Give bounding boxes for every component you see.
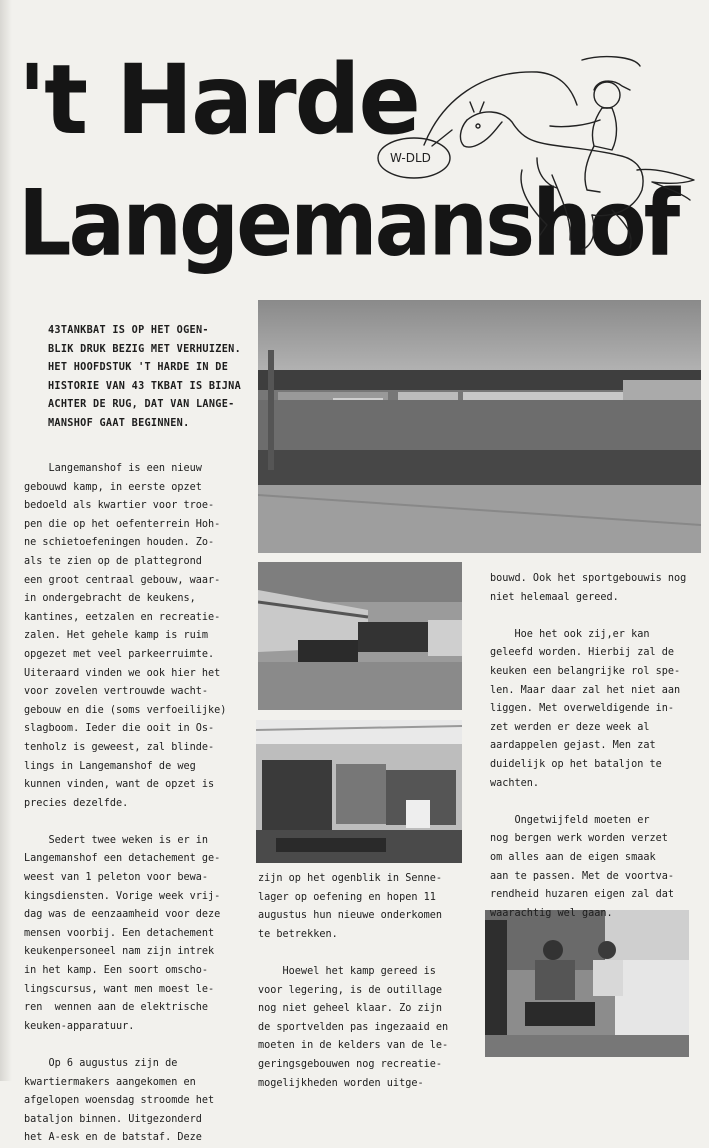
text-line: zalen. Het gehele kamp is ruim xyxy=(24,630,209,642)
text-line: nog niet geheel klaar. Zo zijn xyxy=(258,1003,443,1015)
text-line: rendheid huzaren eigen zal dat xyxy=(490,889,675,901)
horse-tail xyxy=(637,169,694,200)
text-line: Langemanshof een detachement ge- xyxy=(24,853,221,865)
text-line: keuken een belangrijke rol spe- xyxy=(490,665,681,677)
intro-line: 43TANKBAT IS OP HET OGEN- xyxy=(48,325,209,336)
text-line: zet werden er deze week al xyxy=(490,721,650,733)
text-line: gebouw en die (soms verfoeilijke) xyxy=(24,704,227,716)
text-line: lager op oefening en hopen 11 xyxy=(258,891,436,903)
horse-rider-sketch xyxy=(372,50,702,265)
text-line: liggen. Met overweldigende in- xyxy=(490,703,675,715)
horse-legs xyxy=(521,170,631,250)
text-line: Langemanshof is een nieuw xyxy=(24,463,202,474)
headline-line-2: Langemanshof xyxy=(18,170,678,277)
text-line: zijn op het ogenblik in Senne- xyxy=(258,873,443,884)
text-line: geleefd worden. Hierbij zal de xyxy=(490,647,675,659)
rider-head xyxy=(594,82,620,108)
text-line xyxy=(490,607,686,626)
page-edge-shadow xyxy=(0,0,12,1081)
text-line: ne schietoefeningen houden. Zo- xyxy=(24,537,215,549)
text-line: in het kamp. Een soort omscho- xyxy=(24,965,209,977)
text-line: keukenpersoneel nam zijn intrek xyxy=(24,946,215,958)
text-line: voor legering, is de outillage xyxy=(258,984,443,996)
photo-camp-field xyxy=(258,300,701,553)
text-line: geringsgebouwen nog recreatie- xyxy=(258,1058,443,1070)
text-line: slagboom. Ieder die ooit in Os- xyxy=(24,723,215,735)
text-line xyxy=(490,793,686,812)
horse-head xyxy=(460,120,502,147)
text-line: precies dezelfde. xyxy=(24,797,129,809)
text-line: mensen voorbij. Een detachement xyxy=(24,927,215,939)
text-line: Ongetwijfeld moeten er xyxy=(490,814,650,826)
text-line: pen die op het oefenterrein Hoh- xyxy=(24,518,221,530)
text-line: lingscursus, want men moest le- xyxy=(24,983,215,995)
text-line: lings in Langemanshof de weg xyxy=(24,760,196,772)
text-line: om alles aan de eigen smaak xyxy=(490,851,656,863)
text-line: kunnen vinden, want de opzet is xyxy=(24,779,215,791)
text-line: keuken-apparatuur. xyxy=(24,1020,135,1032)
text-line: als te zien op de plattegrond xyxy=(24,555,202,567)
text-line: dag was de eenzaamheid voor deze xyxy=(24,909,221,921)
text-line: kingsdiensten. Vorige week vrij- xyxy=(24,890,221,902)
text-line: tenholz is geweest, zal blinde- xyxy=(24,741,215,753)
text-line: Op 6 augustus zijn de xyxy=(24,1058,178,1069)
text-line xyxy=(24,813,226,832)
sketch-label: W-DLD xyxy=(390,151,431,165)
text-line: opgezet met veel parkeerruimte. xyxy=(24,648,215,660)
photo-kitchen xyxy=(256,720,462,863)
text-line: aan te passen. Met de voortva- xyxy=(490,870,675,882)
text-line xyxy=(24,1036,226,1055)
intro-line: ACHTER DE RUG, DAT VAN LANGE- xyxy=(48,399,235,411)
intro-paragraph xyxy=(48,322,241,434)
rider-arm xyxy=(550,120,600,127)
rider-body xyxy=(592,108,616,150)
headline-line-1: 't Harde xyxy=(18,43,419,156)
text-line: mogelijkheden worden uitge- xyxy=(258,1077,424,1089)
article-column-1 xyxy=(24,460,226,1148)
text-line: duidelijk op het bataljon te xyxy=(490,758,662,770)
text-line: niet helemaal gereed. xyxy=(490,591,619,603)
intro-line: HET HOOFDSTUK 'T HARDE IN DE xyxy=(48,362,229,374)
text-line: een groot centraal gebouw, waar- xyxy=(24,574,221,586)
text-line: weest van 1 peleton voor bewa- xyxy=(24,872,209,884)
text-line: kantines, eetzalen en recreatie- xyxy=(24,611,221,623)
text-line: ren wennen aan de elektrische xyxy=(24,1002,209,1014)
text-line: de sportvelden pas ingezaaid en xyxy=(258,1021,449,1033)
text-line: kwartiermakers aangekomen en xyxy=(24,1076,196,1088)
text-line: Hoe het ook zij,er kan xyxy=(490,628,650,640)
article-column-2 xyxy=(258,870,448,1093)
text-line: wachten. xyxy=(490,777,540,789)
text-line: len. Maar daar zal het niet aan xyxy=(490,684,681,696)
text-line: te betrekken. xyxy=(258,928,338,940)
text-line: aardappelen gejast. Men zat xyxy=(490,740,656,752)
text-line: afgelopen woensdag stroomde het xyxy=(24,1095,215,1107)
text-line: bataljon binnen. Uitgezonderd xyxy=(24,1113,202,1125)
text-line xyxy=(258,944,448,963)
halo-sketch xyxy=(582,57,640,66)
text-line: bouwd. Ook het sportgebouwis nog xyxy=(490,573,687,584)
article-column-3 xyxy=(490,570,686,923)
text-line: in ondergebracht de keukens, xyxy=(24,593,196,605)
text-line: moeten in de kelders van de le- xyxy=(258,1040,449,1052)
intro-line: MANSHOF GAAT BEGINNEN. xyxy=(48,417,190,429)
text-line: Hoewel het kamp gereed is xyxy=(258,965,436,977)
text-line: Uiteraard vinden we ook hier het xyxy=(24,667,221,679)
text-line: Sedert twee weken is er in xyxy=(24,834,209,846)
text-line: het A-esk en de batstaf. Deze xyxy=(24,1132,202,1144)
intro-line: BLIK DRUK BEZIG MET VERHUIZEN. xyxy=(48,343,242,355)
text-line: voor zovelen vertrouwde wacht- xyxy=(24,686,209,698)
photo-potato-peeling xyxy=(485,910,689,1057)
intro-line: HISTORIE VAN 43 TKBAT IS BIJNA xyxy=(48,380,242,392)
rider-leg xyxy=(585,146,600,192)
text-line: nog bergen werk worden verzet xyxy=(490,833,668,845)
text-line: waarachtig wel gaan. xyxy=(490,907,613,919)
text-line: bedoeld als kwartier voor troe- xyxy=(24,500,215,512)
text-line: augustus hun nieuwe onderkomen xyxy=(258,910,443,922)
photo-buildings-vehicles xyxy=(258,562,462,710)
text-line: gebouwd kamp, in eerste opzet xyxy=(24,481,202,493)
